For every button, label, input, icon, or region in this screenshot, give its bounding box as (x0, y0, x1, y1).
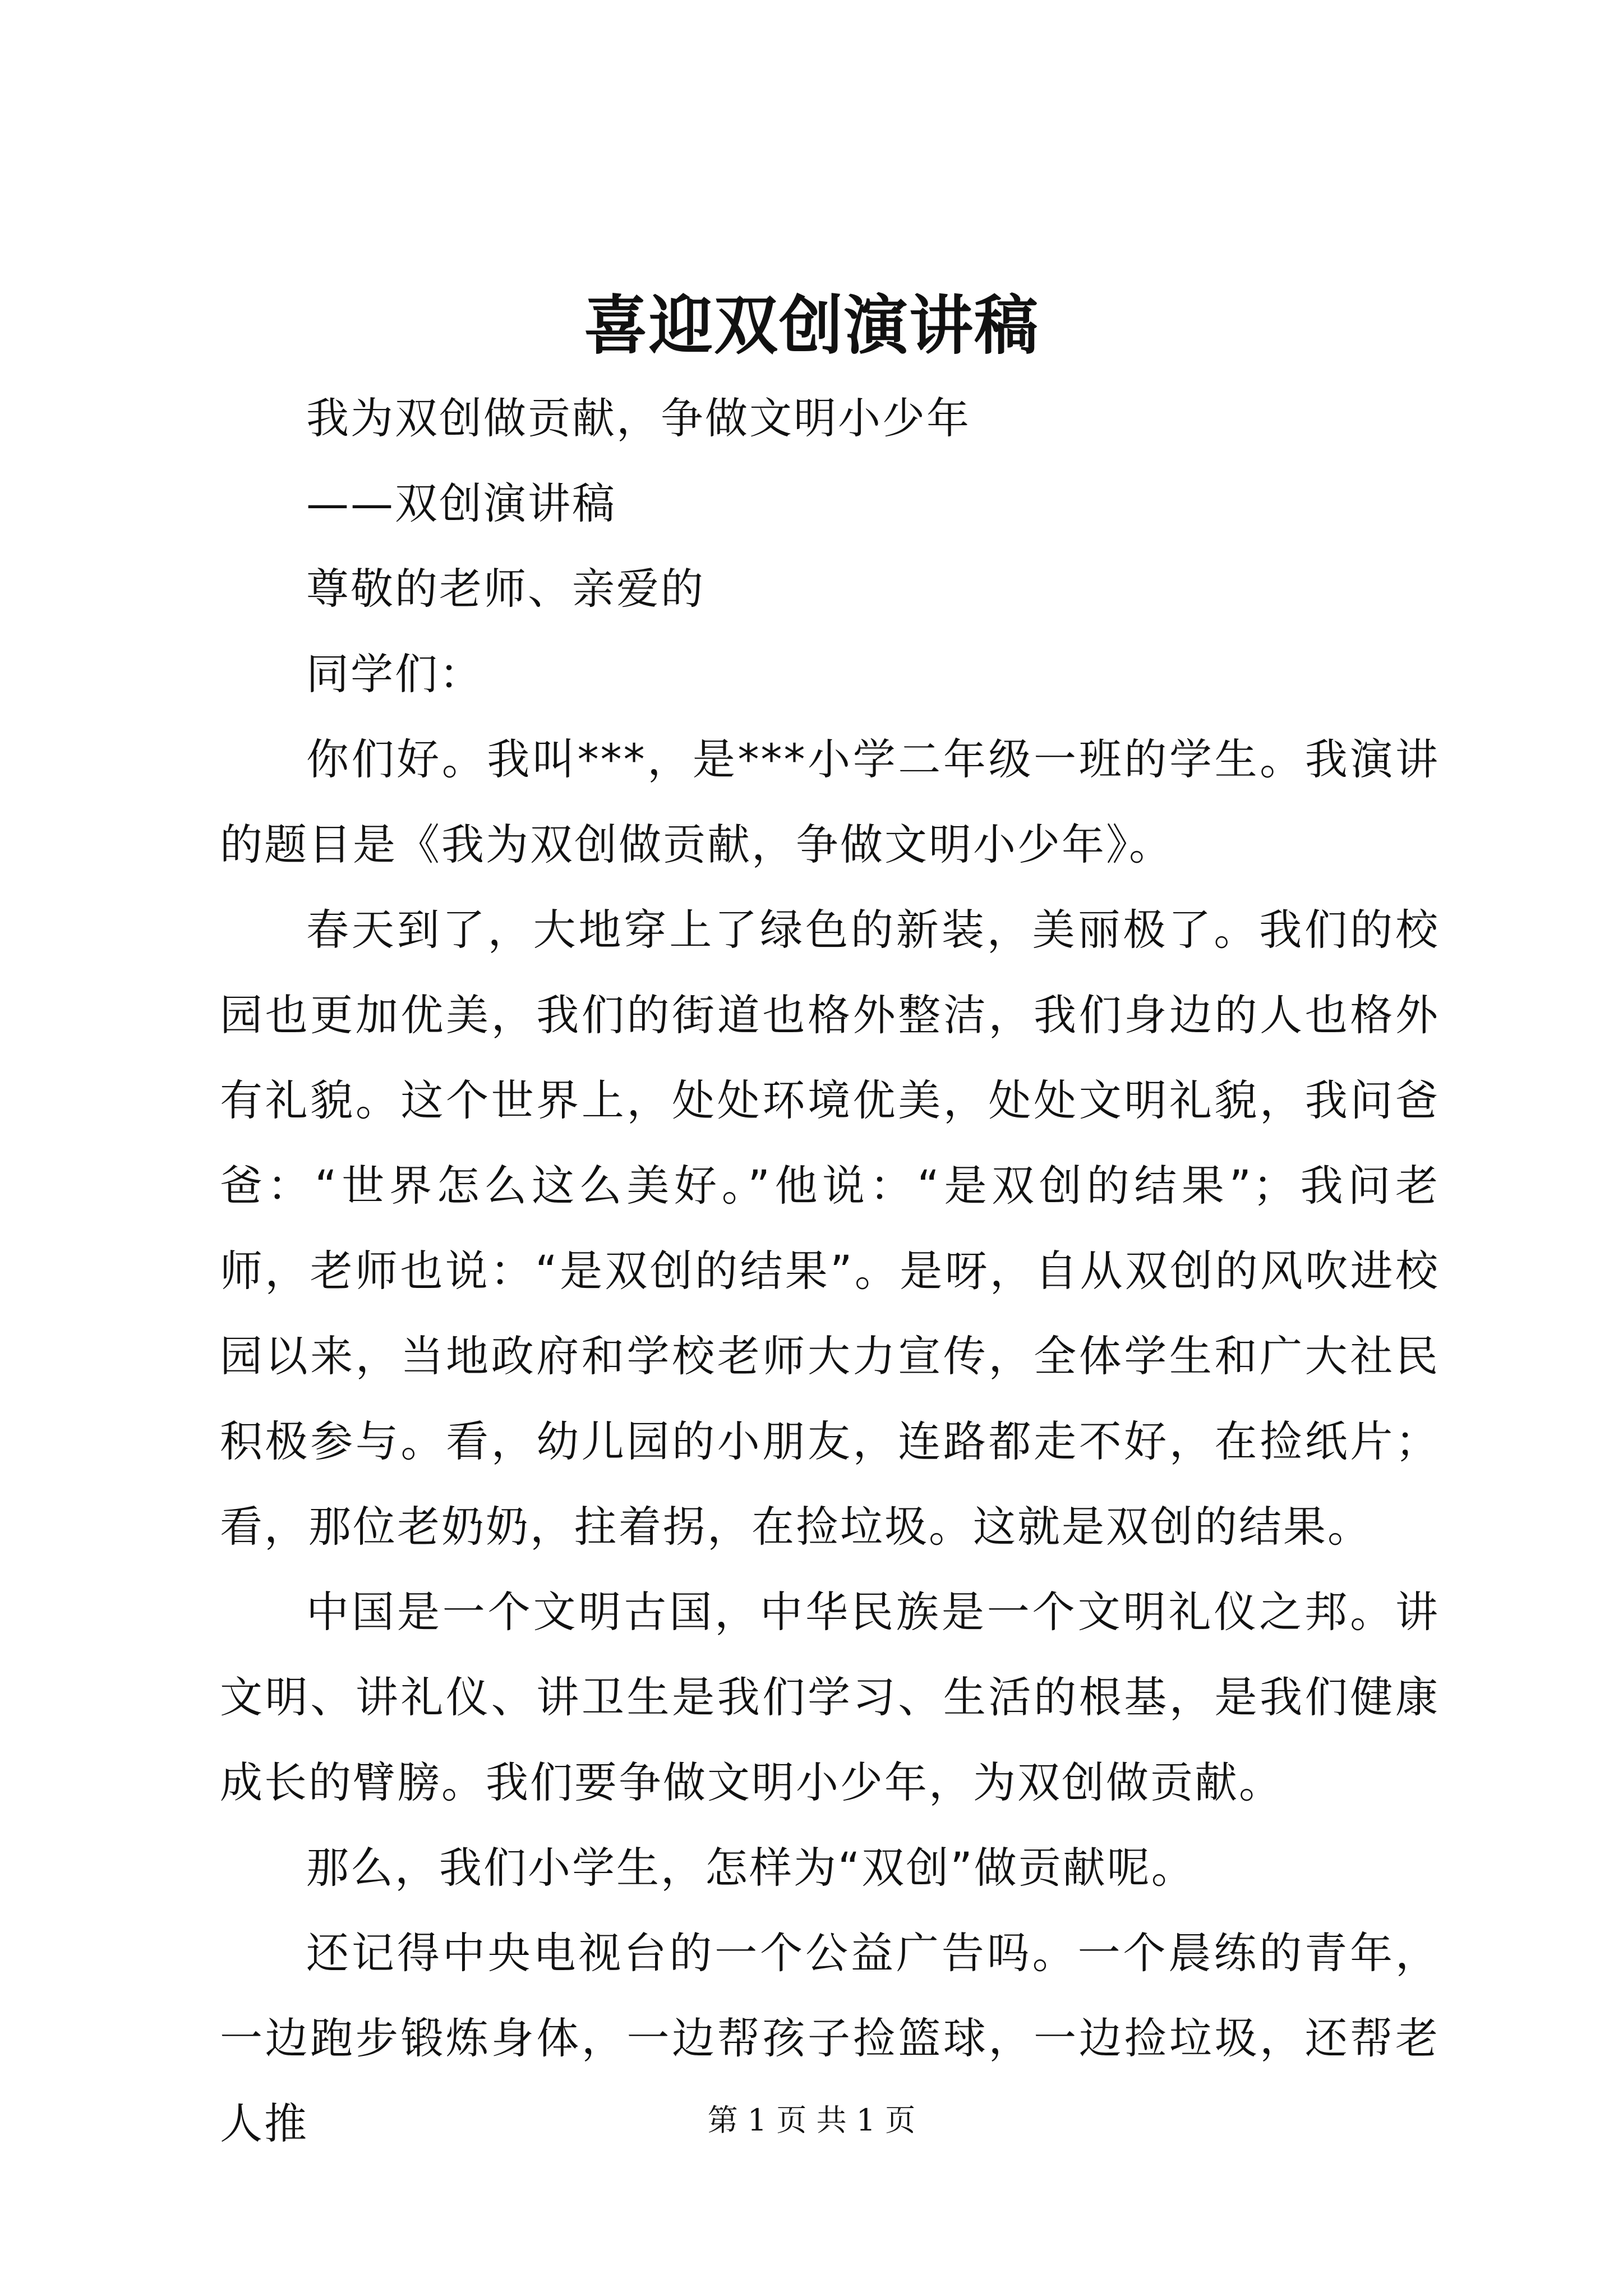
page-footer: 第 1 页 共 1 页 (707, 2102, 916, 2138)
paragraph-greeting-teachers: 尊敬的老师、亲爱的 (306, 564, 705, 614)
document-body (220, 376, 1440, 2166)
paragraph-subtitle: 我为双创做贡献，争做文明小少年 (306, 393, 971, 443)
paragraph-china: 中国是一个文明古国，中华民族是一个文明礼仪之邦。讲文明、讲礼仪、讲卫生是我们学习、生活的根基，是我们健康成长的臂膀。我们要争做文明小少年，为双创做贡献。 (220, 1587, 1440, 1807)
paragraph-question: 那么，我们小学生，怎样为“双创”做贡献呢。 (306, 1843, 1196, 1893)
paragraph-subtitle-dash: ——双创演讲稿 (306, 478, 616, 528)
paragraph-cctv-ad: 还记得中央电视台的一个公益广告吗。一个晨练的青年，一边跑步锻炼身体，一边帮孩子捡篮球，一边捡垃圾，还帮老人推 (220, 1928, 1440, 2148)
paragraph-spring: 春天到了，大地穿上了绿色的新装，美丽极了。我们的校园也更加优美，我们的街道也格外整洁，我们身边的人也格外有礼貌。这个世界上，处处环境优美，处处文明礼貌，我问爸爸：“世界怎么这么美好。”他说：“是双创的结果”；我问老师，老师也说：“是双创的结果”。是呀，自从双创的风吹进校园以来，当地政府和学校老师大力宣传，全体学生和广大社民积极参与。看，幼儿园的小朋友，连路都走不好，在捡纸片；看，那位老奶奶，拄着拐，在捡垃圾。这就是双创的结果。 (220, 905, 1440, 1552)
paragraph-greeting-students: 同学们： (306, 649, 483, 699)
document-title: 喜迎双创演讲稿 (583, 288, 1039, 363)
paragraph-intro: 你们好。我叫***，是***小学二年级一班的学生。我演讲的题目是《我为双创做贡献，争做文明小少年》。 (220, 734, 1440, 869)
